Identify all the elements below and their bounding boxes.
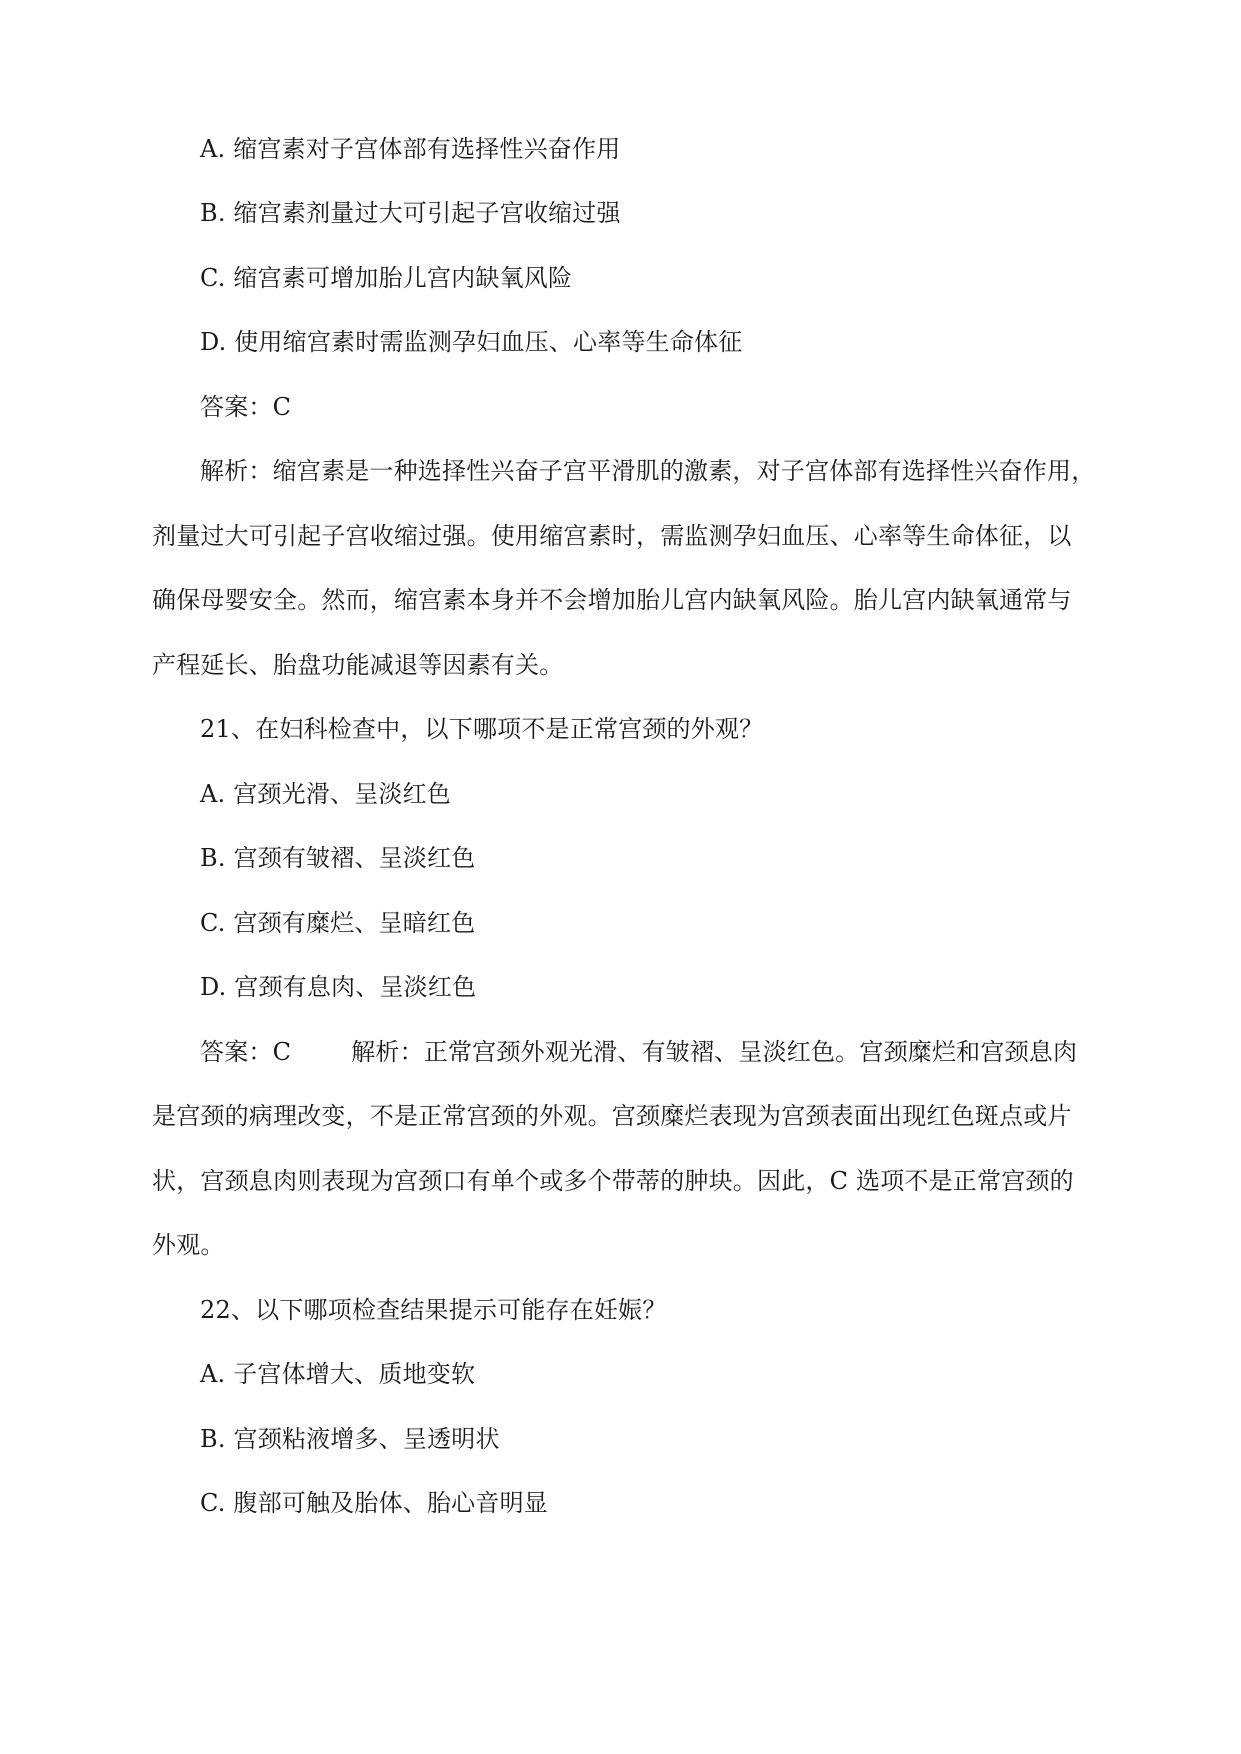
q21-analysis-line-3: 状，宫颈息肉则表现为宫颈口有单个或多个带蒂的肿块。因此，C 选项不是正常宫颈的 [152, 1167, 1074, 1195]
q22-question: 22、以下哪项检查结果提示可能存在妊娠？ [200, 1296, 667, 1324]
q21-answer: 答案：C [200, 1038, 292, 1066]
q21-option-b: B. 宫颈有皱褶、呈淡红色 [200, 844, 476, 872]
q20-answer: 答案：C [200, 393, 292, 421]
q20-option-c: C. 缩宫素可增加胎儿宫内缺氧风险 [200, 264, 573, 292]
q22-option-a: A. 子宫体增大、质地变软 [200, 1360, 476, 1388]
q21-option-a: A. 宫颈光滑、呈淡红色 [200, 780, 451, 808]
q21-option-c: C. 宫颈有糜烂、呈暗红色 [200, 909, 476, 937]
q21-option-d: D. 宫颈有息肉、呈淡红色 [200, 973, 477, 1001]
q20-analysis-line-2: 剂量过大可引起子宫收缩过强。使用缩宫素时，需监测孕妇血压、心率等生命体征，以 [152, 522, 1072, 550]
q22-option-c: C. 腹部可触及胎体、胎心音明显 [200, 1489, 548, 1517]
q22-option-b: B. 宫颈粘液增多、呈透明状 [200, 1425, 500, 1453]
q21-analysis-line-4: 外观。 [152, 1231, 225, 1259]
q21-question: 21、在妇科检查中，以下哪项不是正常宫颈的外观？ [200, 715, 764, 743]
q20-analysis-line-1: 解析：缩宫素是一种选择性兴奋子宫平滑肌的激素，对子宫体部有选择性兴奋作用， [200, 457, 1096, 485]
q21-analysis-line-2: 是宫颈的病理改变，不是正常宫颈的外观。宫颈糜烂表现为宫颈表面出现红色斑点或片 [152, 1102, 1072, 1130]
q21-analysis-line-1: 解析：正常宫颈外观光滑、有皱褶、呈淡红色。宫颈糜烂和宫颈息肉 [351, 1038, 1078, 1066]
q21-answer-and-analysis [200, 1037, 1077, 1067]
q20-option-b: B. 缩宫素剂量过大可引起子宫收缩过强 [200, 199, 621, 227]
q20-option-d: D. 使用缩宫素时需监测孕妇血压、心率等生命体征 [200, 328, 743, 356]
q20-option-a: A. 缩宫素对子宫体部有选择性兴奋作用 [200, 135, 621, 163]
q20-analysis-line-4: 产程延长、胎盘功能减退等因素有关。 [152, 651, 564, 679]
q20-analysis-line-3: 确保母婴安全。然而，缩宫素本身并不会增加胎儿宫内缺氧风险。胎儿宫内缺氧通常与 [152, 586, 1072, 614]
